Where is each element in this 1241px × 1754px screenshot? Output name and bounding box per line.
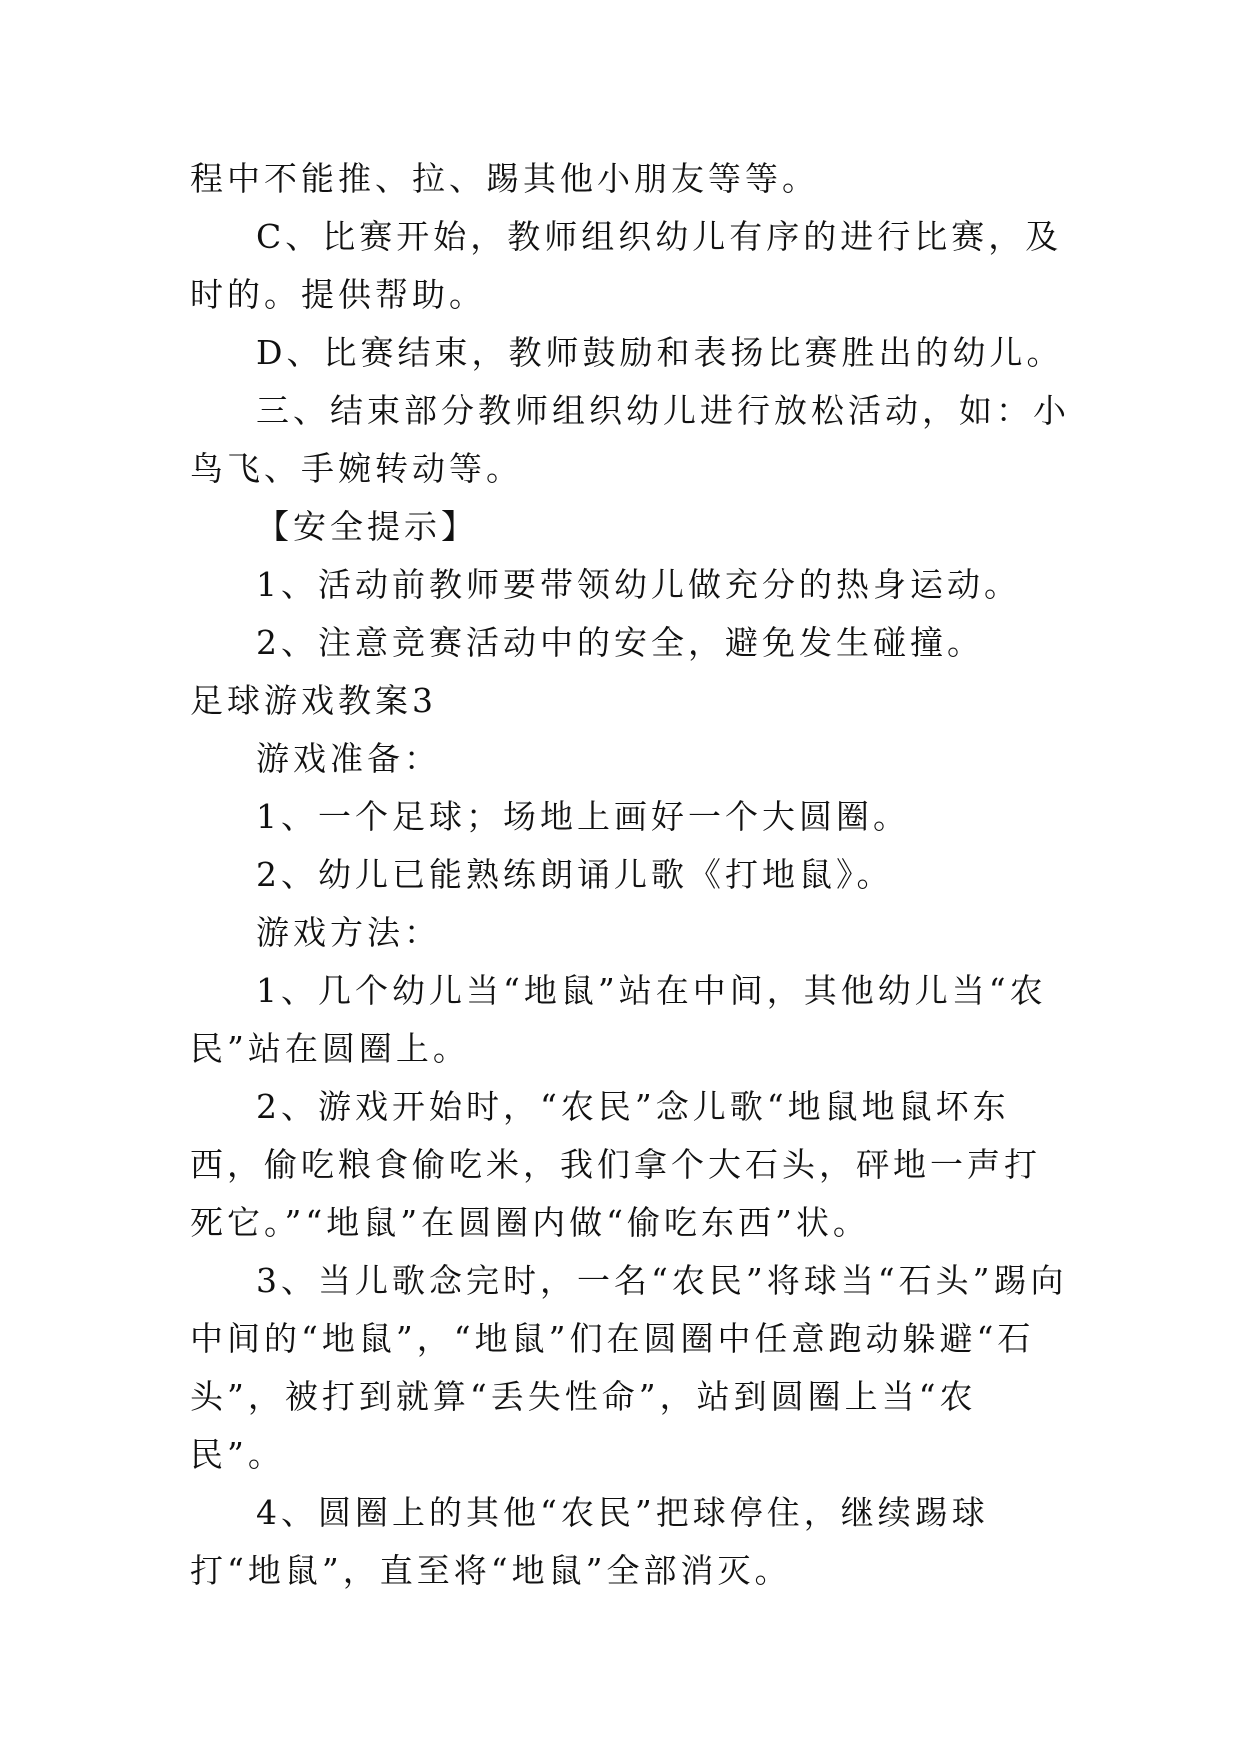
paragraph: 1、几个幼儿当“地鼠”站在中间，其他幼儿当“农民”站在圆圈上。 [190,971,1047,1068]
paragraph: 三、结束部分教师组织幼儿进行放松活动，如：小鸟飞、手婉转动等。 [190,391,1070,488]
paragraph: 2、注意竞赛活动中的安全，避免发生碰撞。 [256,623,984,662]
paragraph: 1、活动前教师要带领幼儿做充分的热身运动。 [256,565,1021,604]
section-heading: 游戏方法： [256,913,441,952]
paragraph: D、比赛结束，教师鼓励和表扬比赛胜出的幼儿。 [256,333,1064,372]
paragraph: 程中不能推、拉、踢其他小朋友等等。 [190,159,819,198]
paragraph: 3、当儿歌念完时，一名“农民”将球当“石头”踢向中间的“地鼠”，“地鼠”们在圆圈中任意跑动躲避“石头”，被打到就算“丢失性命”，站到圆圈上当“农民”。 [190,1261,1068,1474]
paragraph: 1、一个足球；场地上画好一个大圆圈。 [256,797,910,836]
paragraph: 4、圆圈上的其他“农民”把球停住，继续踢球打“地鼠”，直至将“地鼠”全部消灭。 [190,1493,989,1590]
paragraph: C、比赛开始，教师组织幼儿有序的进行比赛，及时的。提供帮助。 [190,217,1063,314]
paragraph: 2、幼儿已能熟练朗诵儿歌《打地鼠》。 [256,855,894,894]
document-title: 足球游戏教案3 [190,681,437,720]
paragraph: 2、游戏开始时，“农民”念儿歌“地鼠地鼠坏东西，偷吃粮食偷吃米，我们拿个大石头，砰地一声打死它。”“地鼠”在圆圈内做“偷吃东西”状。 [190,1087,1041,1242]
section-heading: 【安全提示】 [256,507,478,546]
document-body [190,150,1070,1600]
section-heading: 游戏准备： [256,739,441,778]
